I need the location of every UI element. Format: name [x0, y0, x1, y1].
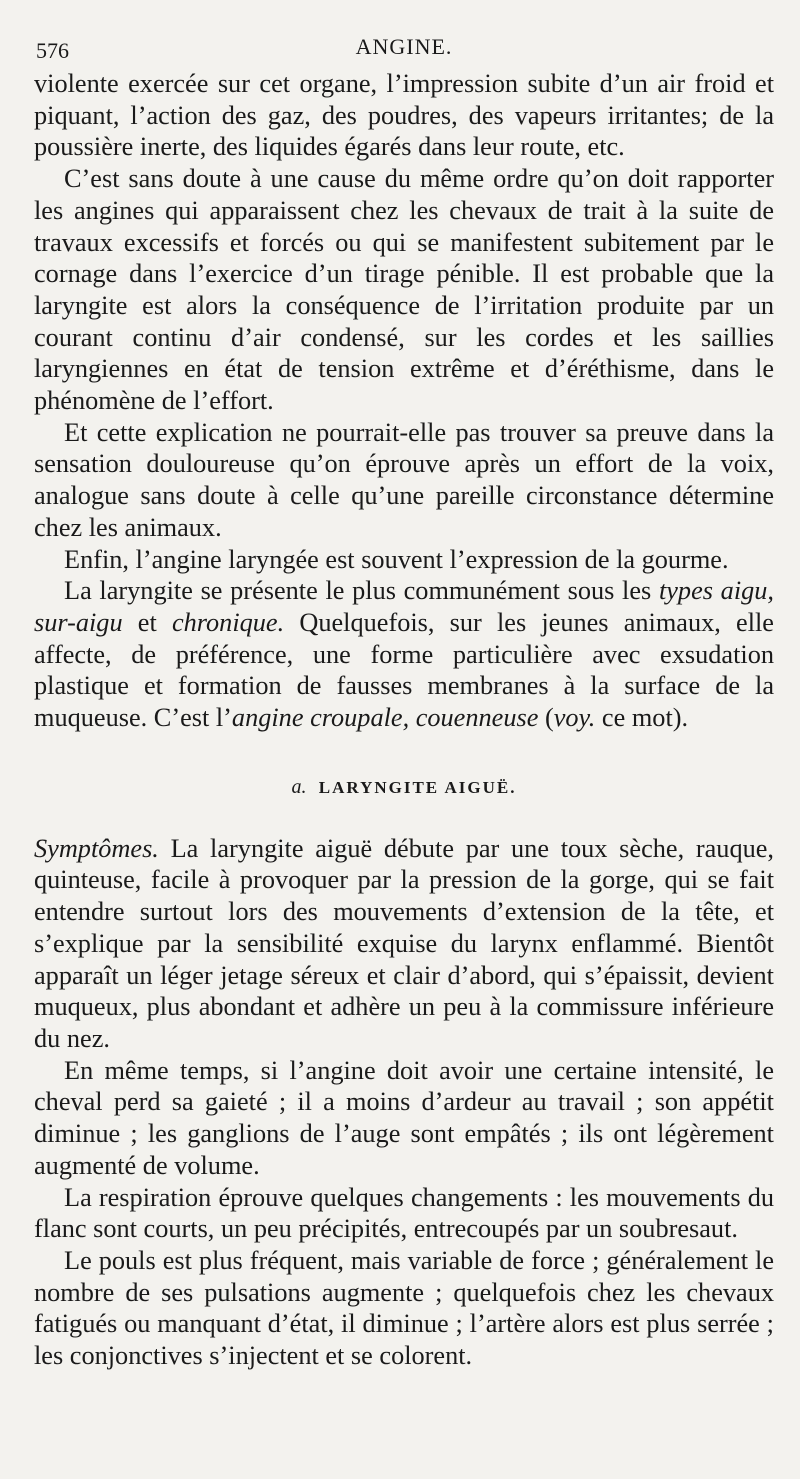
body-text-before: [34, 68, 774, 734]
paragraph: [34, 1182, 774, 1245]
text-segment: La respiration éprouve quelques changements : les mouvements du flanc sont courts, un peu précipités, entrecoupés par un soubresaut.: [34, 1182, 774, 1244]
paragraph: [34, 417, 774, 544]
page-number: 576: [36, 38, 69, 63]
italic-text: chronique.: [171, 607, 285, 637]
text-segment: En même temps, si l’angine doit avoir une certaine intensité, le cheval perd sa gaieté ; il a moins d’ardeur au travail ; son appétit diminue ; les ganglions de l’auge sont empâtés ; ils ont légèrement augmenté de volume.: [34, 1055, 774, 1180]
section-letter: a.: [291, 775, 307, 798]
text-segment: Quelquefois, sur les jeunes animaux, elle affecte, de préférence, une forme particulière avec exsudation plastique et formation de fausses membranes à la surface de la muqueuse. C’est l’: [34, 607, 774, 733]
text-segment: et: [122, 607, 172, 637]
paragraph: [34, 575, 774, 734]
text-segment: (: [538, 703, 554, 733]
book-page: [34, 28, 774, 1372]
text-segment: ce mot).: [595, 703, 689, 733]
italic-text: types aigu, sur-aigu: [34, 576, 774, 637]
text-segment: Le pouls est plus fréquent, mais variable de force ; généralement le nombre de ses pulsations augmente ; quelquefois chez les chevaux fatigués ou manquant d’état, il diminue ; l’artère alors est plus serrée ; les conjonctives s’injectent et se colorent.: [34, 1245, 774, 1371]
text-segment: violente exercée sur cet organe, l’impression subite d’un air froid et piquant, l’action des gaz, des poudres, des vapeurs irritantes; de la poussière inerte, des liquides égarés dans leur route, etc.: [34, 69, 774, 162]
paragraph: [34, 833, 774, 1055]
text-segment: La laryngite aiguë débute par une toux sèche, rauque, quinteuse, facile à provoquer par la pression de la gorge, qui se fait entendre surtout lors des mouvements d’extension de la tête, et s’explique par la sensibilité exquise du larynx enflammé. Bientôt apparaît un léger jetage séreux et clair d’abord, qui s’épaissit, devient muqueux, plus abondant et adhère un peu à la commissure inférieure du nez.: [34, 833, 774, 1053]
paragraph: [34, 544, 774, 576]
italic-text: angine croupale, couenneuse: [231, 703, 539, 733]
running-title: ANGINE.: [355, 34, 453, 59]
text-segment: C’est sans doute à une cause du même ordre qu’on doit rapporter les angines qui apparaissent chez les chevaux de trait à la suite de travaux excessifs et forcés ou qui se manifestent subitement par le cornage dans l’exercice d’un tirage pénible. Il est probable que la laryngite est alors la conséquence de l’irritation produite par un courant continu d’air condensé, sur les cordes et les saillies laryngiennes en état de tension extrême et d’éréthisme, dans le phénomène de l’effort.: [34, 164, 774, 416]
paragraph: [34, 163, 774, 417]
body-text-after: [34, 833, 774, 1372]
page-header: [34, 28, 774, 68]
text-segment: Et cette explication ne pourrait-elle pas trouver sa preuve dans la sensation douloureuse qu’on éprouve après un effort de la voix, analogue sans doute à celle qu’une pareille circonstance détermine chez les animaux.: [34, 417, 774, 542]
text-segment: Enfin, l’angine laryngée est souvent l’expression de la gourme.: [64, 544, 729, 574]
section-title: LARYNGITE AIGUË.: [318, 777, 517, 797]
section-heading: [34, 776, 774, 799]
italic-text: Symptômes.: [34, 833, 159, 863]
italic-text: voy.: [553, 703, 596, 733]
text-segment: La laryngite se présente le plus communément sous les: [64, 576, 659, 606]
paragraph: [34, 68, 774, 163]
paragraph: [34, 1055, 774, 1182]
paragraph: [34, 1245, 774, 1372]
